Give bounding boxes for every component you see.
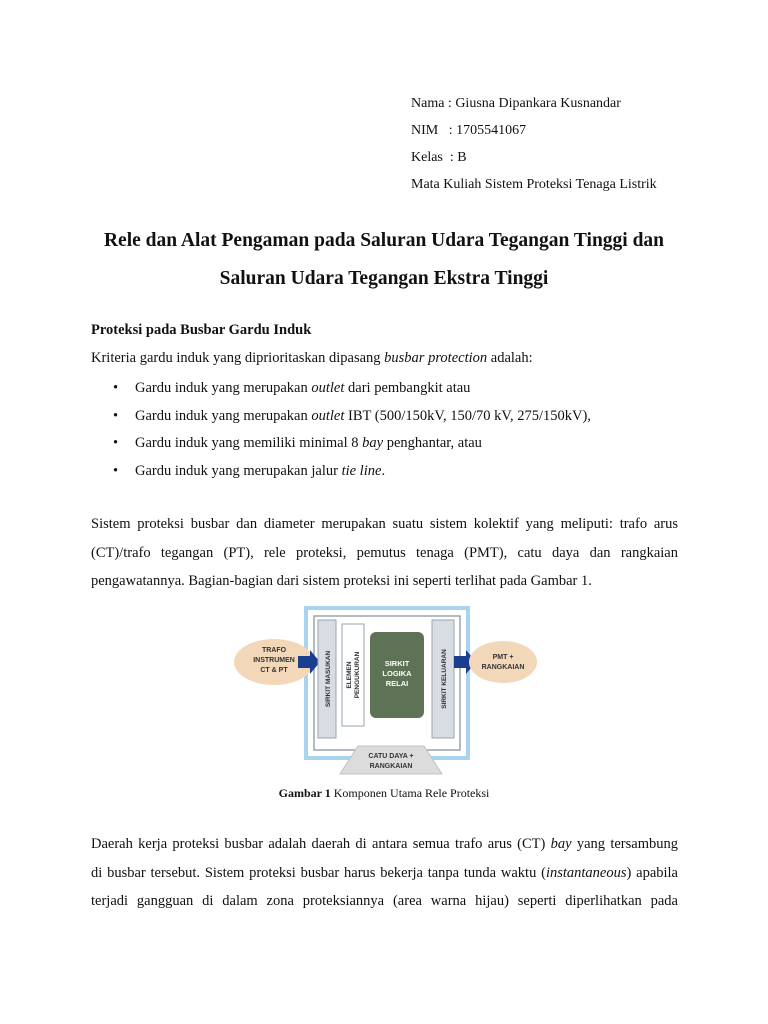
paragraph-line: (CT)/trafo tegangan (PT), rele proteksi, pemutus tenaga (PMT), catu daya dan rangkaian bbox=[91, 544, 678, 561]
item-text: penghantar, atau bbox=[383, 435, 482, 451]
list-item bbox=[91, 377, 591, 405]
item-text: Gardu induk yang memiliki minimal 8 bbox=[135, 435, 363, 451]
item-emphasis: outlet bbox=[311, 380, 345, 396]
left-box-line: CT & PT bbox=[260, 667, 288, 674]
pengukuran-label: PENGUKURAN bbox=[354, 651, 361, 699]
center-line: RELAI bbox=[385, 679, 409, 688]
line-emphasis: instantaneous bbox=[545, 864, 627, 881]
sirkit-masukan-label: SIRKIT MASUKAN bbox=[325, 650, 332, 708]
title-line-2: Saluran Udara Tegangan Ekstra Tinggi bbox=[219, 268, 549, 289]
item-emphasis: tie line bbox=[341, 462, 382, 479]
intro-sentence bbox=[91, 350, 533, 367]
item-emphasis: bay bbox=[362, 435, 384, 451]
item-text: IBT (500/150kV, 150/70 kV, 275/150kV), bbox=[344, 407, 591, 424]
paragraph-zone bbox=[91, 830, 678, 916]
center-line: SIRKIT bbox=[384, 659, 410, 668]
document-title bbox=[60, 222, 708, 298]
item-text: dari pembangkit atau bbox=[344, 380, 471, 396]
list-item bbox=[91, 405, 591, 433]
pmt-rangkaian-ellipse bbox=[469, 641, 537, 683]
line-text: yang tersambung bbox=[571, 836, 678, 852]
paragraph-line bbox=[91, 830, 678, 859]
student-class: Kelas : B bbox=[411, 150, 467, 165]
paragraph-line: pengawatannya. Bagian-bagian dari sistem proteksi ini seperti terlihat pada Gambar 1. bbox=[91, 573, 592, 589]
item-emphasis: outlet bbox=[311, 407, 345, 424]
intro-emphasis: busbar protection bbox=[384, 350, 488, 366]
criteria-list bbox=[91, 377, 591, 487]
line-text: Daerah kerja proteksi busbar adalah daerah di antara semua trafo arus (CT) bbox=[91, 836, 551, 852]
paragraph-line bbox=[91, 859, 678, 888]
paragraph-system bbox=[91, 510, 678, 596]
paragraph-line: Sistem proteksi busbar dan diameter merupakan suatu sistem kolektif yang meliputi: trafo arus bbox=[91, 516, 678, 532]
elemen-label: ELEMEN bbox=[346, 661, 353, 689]
line-text: di busbar tersebut. Sistem proteksi busbar harus bekerja tanpa tunda waktu ( bbox=[91, 864, 546, 881]
paragraph-line: terjadi gangguan di dalam zona proteksiannya (area warna hijau) seperti diperlihatkan pada bbox=[91, 893, 678, 909]
protection-relay-diagram bbox=[232, 606, 538, 776]
student-info bbox=[411, 90, 657, 198]
student-name: Nama : Giusna Dipankara Kusnandar bbox=[411, 96, 621, 111]
center-line: LOGIKA bbox=[382, 669, 412, 678]
list-item bbox=[91, 432, 591, 460]
left-box-line: INSTRUMEN bbox=[253, 657, 295, 664]
course-name: Mata Kuliah Sistem Proteksi Tenaga Listrik bbox=[411, 177, 657, 192]
bottom-box-line: RANGKAIAN bbox=[369, 763, 413, 770]
sirkit-keluaran-label: SIRKIT KELUARAN bbox=[441, 649, 448, 709]
left-box-line: TRAFO bbox=[261, 647, 287, 654]
item-text: Gardu induk yang merupakan bbox=[135, 407, 312, 424]
intro-text-a: Kriteria gardu induk yang diprioritaskan dipasang bbox=[91, 350, 385, 366]
caption-label: Gambar 1 bbox=[278, 786, 331, 800]
line-emphasis: bay bbox=[550, 836, 572, 852]
item-text: Gardu induk yang merupakan jalur bbox=[135, 462, 342, 479]
caption-text: Komponen Utama Rele Proteksi bbox=[330, 786, 490, 800]
right-box-line: PMT + bbox=[492, 654, 514, 661]
figure-caption bbox=[0, 786, 768, 801]
intro-text-b: adalah: bbox=[487, 350, 533, 366]
line-text: ) apabila bbox=[626, 864, 678, 881]
bottom-box-line: CATU DAYA + bbox=[368, 753, 414, 760]
item-text: Gardu induk yang merupakan bbox=[135, 380, 312, 396]
list-item bbox=[91, 460, 591, 488]
right-box-line: RANGKAIAN bbox=[481, 664, 525, 671]
section-heading: Proteksi pada Busbar Gardu Induk bbox=[91, 322, 312, 338]
item-text: . bbox=[381, 462, 386, 479]
title-line-1: Rele dan Alat Pengaman pada Saluran Udara Tegangan Tinggi dan bbox=[103, 230, 665, 251]
student-nim: NIM : 1705541067 bbox=[411, 123, 527, 138]
